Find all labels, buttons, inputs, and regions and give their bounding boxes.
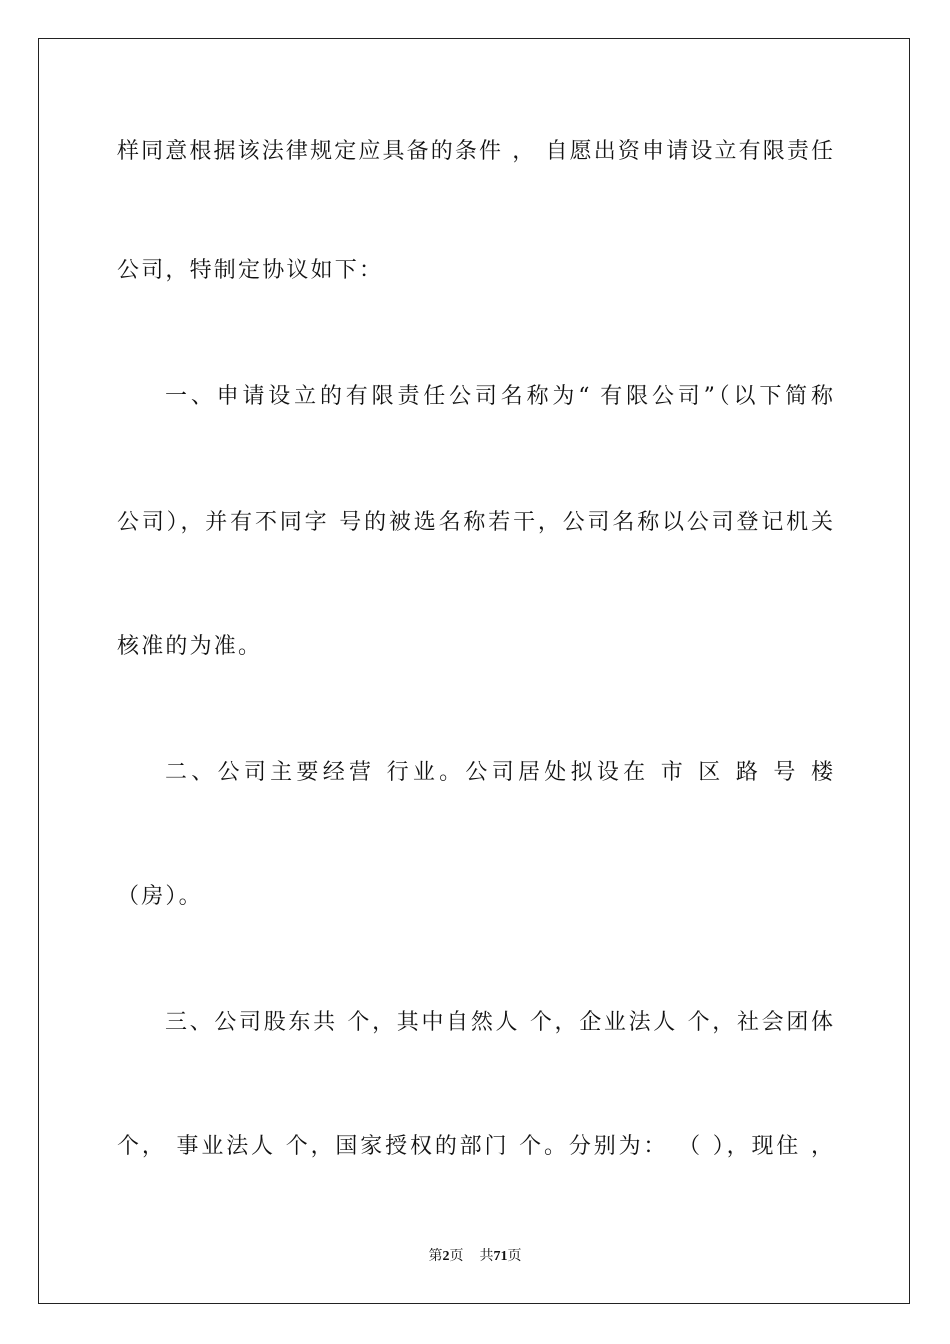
footer-total-prefix: 共 <box>479 1248 494 1264</box>
text-line-8: 三、公司股东共 个，其中自然人 个，企业法人 个，社会团体 <box>165 1010 833 1035</box>
footer-page-number: 2 <box>442 1249 450 1264</box>
page-footer <box>0 1247 950 1266</box>
footer-total-suffix: 页 <box>507 1248 522 1264</box>
text-line-2: 公司，特制定协议如下： <box>117 258 384 283</box>
text-line-5: 核准的为准。 <box>117 634 263 659</box>
text-line-1: 样同意根据该法律规定应具备的条件 ， 自愿出资申请设立有限责任 <box>117 139 833 164</box>
footer-page-prefix: 第 <box>428 1248 443 1264</box>
text-line-6: 二、公司主要经营 行业。公司居处拟设在 市 区 路 号 楼 <box>165 760 833 785</box>
text-line-7: （房）。 <box>117 884 203 909</box>
text-line-4: 公司），并有不同字 号的被选名称若干，公司名称以公司登记机关 <box>117 510 833 535</box>
footer-total-pages: 71 <box>493 1249 508 1264</box>
text-line-9: 个， 事业法人 个，国家授权的部门 个。分别为： （ ），现住 ， <box>117 1134 833 1159</box>
text-line-3: 一、申请设立的有限责任公司名称为“ 有限公司”（以下简称 <box>165 384 833 409</box>
page-border <box>38 38 910 1304</box>
footer-page-suffix: 页 <box>449 1248 464 1264</box>
